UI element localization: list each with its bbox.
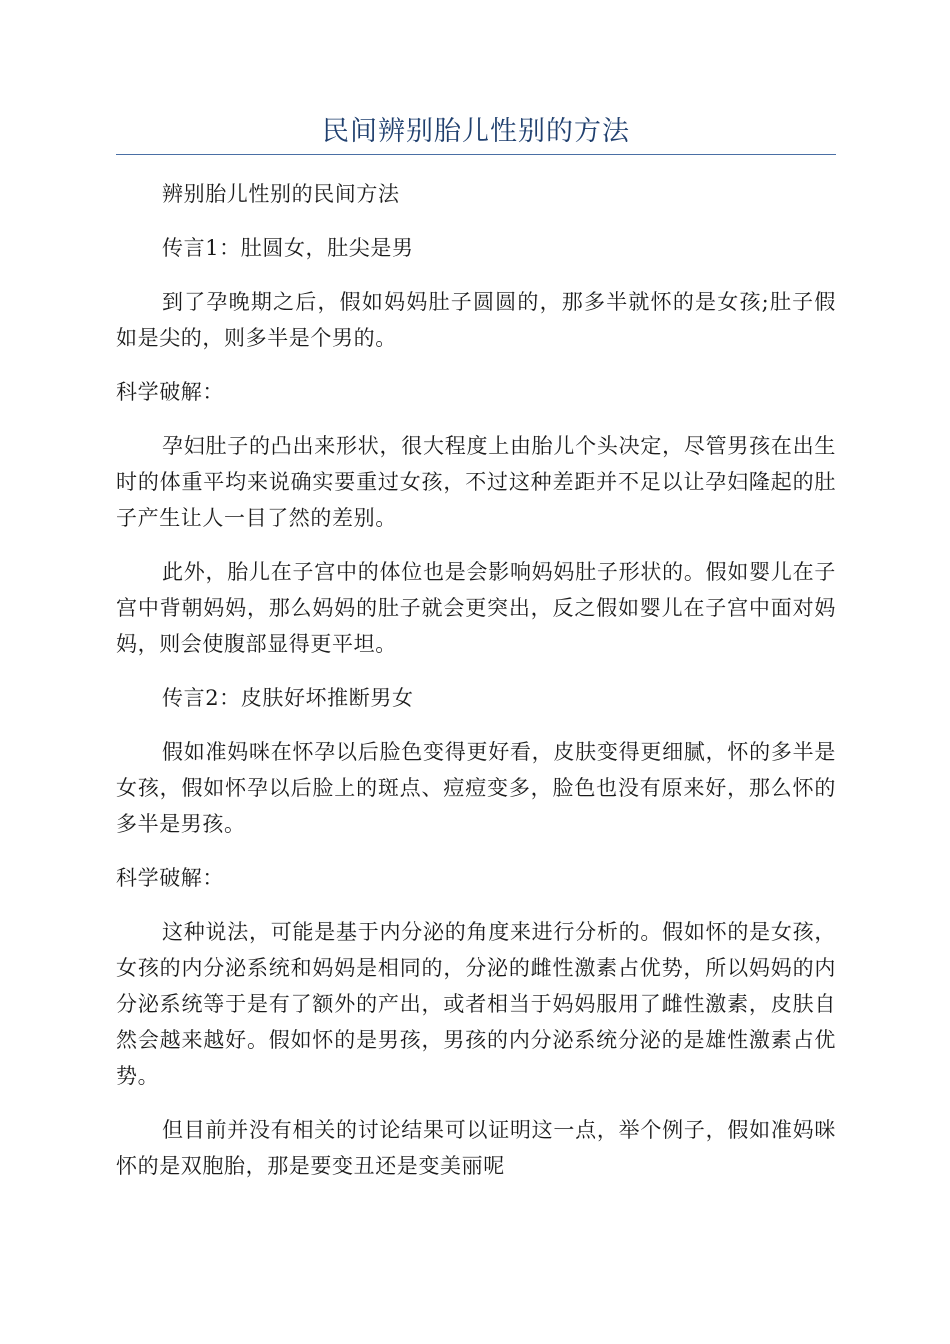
paragraph-myth-2-body: 假如准妈咪在怀孕以后脸色变得更好看，皮肤变得更细腻，怀的多半是女孩，假如怀孕以后脸上的斑点、痘痘变多，脸色也没有原来好，那么怀的多半是男孩。 (116, 740, 836, 836)
paragraph-conclusion: 但目前并没有相关的讨论结果可以证明这一点，举个例子，假如准妈咪怀的是双胞胎，那是要变丑还是变美丽呢 (116, 1118, 836, 1178)
paragraph-science-2-body: 这种说法，可能是基于内分泌的角度来进行分析的。假如怀的是女孩，女孩的内分泌系统和妈妈是相同的，分泌的雌性激素占优势，所以妈妈的内分泌系统等于是有了额外的产出，或者相当于妈妈服用了雌性激素，皮肤自然会越来越好。假如怀的是男孩，男孩的内分泌系统分泌的是雄性激素占优势。 (116, 920, 836, 1088)
paragraph-science-heading-2: 科学破解： (116, 866, 224, 890)
title-underline (116, 154, 836, 155)
paragraph-myth-1-body: 到了孕晚期之后，假如妈妈肚子圆圆的，那多半就怀的是女孩;肚子假如是尖的，则多半是个男的。 (116, 290, 836, 350)
paragraph-myth-1-heading: 传言1：肚圆女，肚尖是男 (162, 236, 414, 260)
document-body (116, 176, 836, 1184)
paragraph-science-1-body-b: 此外，胎儿在子宫中的体位也是会影响妈妈肚子形状的。假如婴儿在子宫中背朝妈妈，那么妈妈的肚子就会更突出，反之假如婴儿在子宫中面对妈妈，则会使腹部显得更平坦。 (116, 560, 836, 656)
paragraph-science-1-body-a: 孕妇肚子的凸出来形状，很大程度上由胎儿个头决定，尽管男孩在出生时的体重平均来说确实要重过女孩，不过这种差距并不足以让孕妇隆起的肚子产生让人一目了然的差别。 (116, 434, 836, 530)
paragraph-science-heading-1: 科学破解： (116, 380, 224, 404)
paragraph-intro: 辨别胎儿性别的民间方法 (162, 182, 400, 206)
document-title: 民间辨别胎儿性别的方法 (322, 116, 630, 147)
paragraph-myth-2-heading: 传言2：皮肤好坏推断男女 (162, 686, 414, 710)
